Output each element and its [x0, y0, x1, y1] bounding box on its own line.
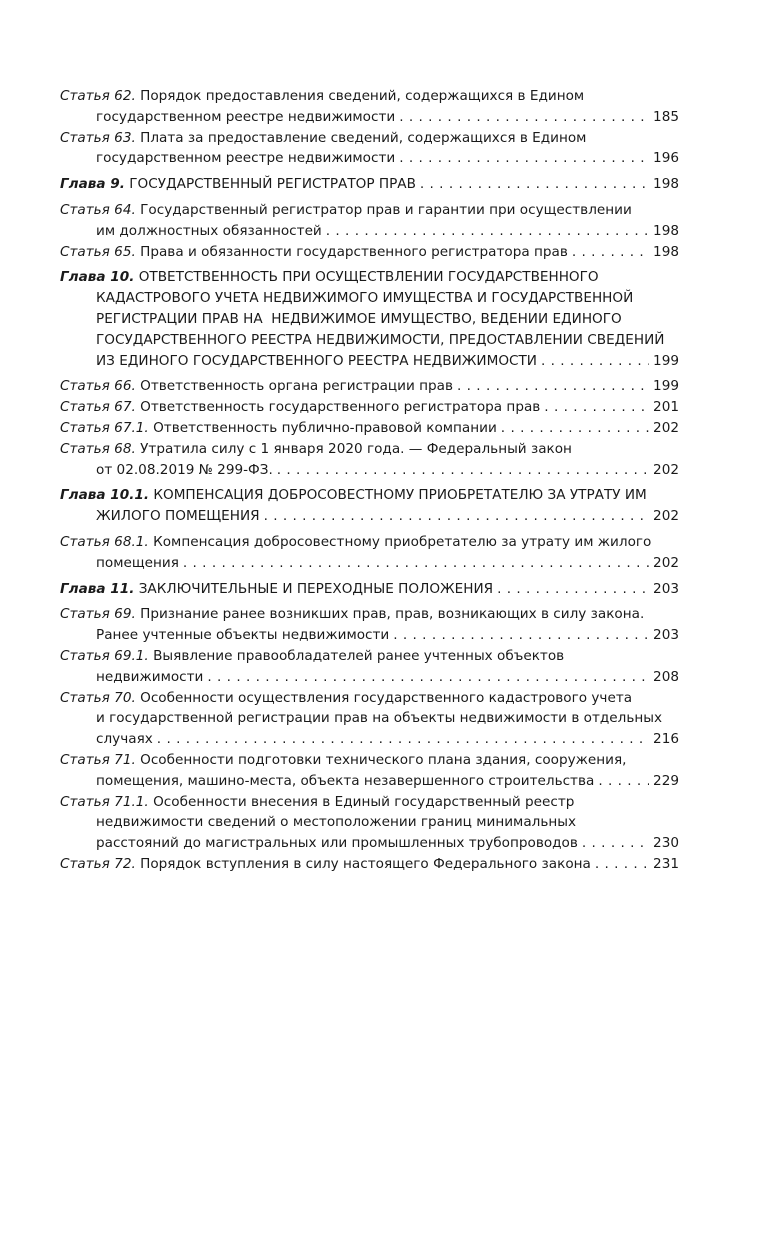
toc-entry-title: ОТВЕТСТВЕННОСТЬ ПРИ ОСУЩЕСТВЛЕНИИ ГОСУДАРСТВЕННОГО	[138, 269, 599, 286]
toc-page-number: 201	[653, 399, 679, 416]
toc-entry-label: Статья 67.1.	[60, 419, 149, 436]
dot-leader	[595, 854, 649, 875]
toc-page-number: 203	[653, 627, 679, 644]
toc-entry-line	[60, 200, 679, 221]
toc-entry-label: Статья 71.	[60, 751, 136, 768]
toc-article-entry	[60, 200, 679, 242]
toc-entry-line	[60, 532, 679, 553]
toc-page-number: 216	[653, 731, 679, 748]
toc-entry-title: недвижимости	[96, 668, 204, 685]
toc-article-entry	[60, 854, 679, 875]
toc-entry-label: Статья 71.1.	[60, 793, 149, 810]
toc-entry-title: Ответственность органа регистрации прав	[140, 378, 454, 395]
toc-entry-line	[60, 708, 679, 729]
toc-entry-title: ЗАКЛЮЧИТЕЛЬНЫЕ И ПЕРЕХОДНЫЕ ПОЛОЖЕНИЯ	[138, 580, 494, 597]
toc-page-number: 202	[653, 554, 679, 571]
toc-entry-label: Статья 62.	[60, 88, 136, 104]
toc-entry-line	[60, 174, 679, 195]
toc-entry-title: РЕГИСТРАЦИИ ПРАВ НА НЕДВИЖИМОЕ ИМУЩЕСТВО, ВЕДЕНИИ ЕДИНОГО	[96, 310, 622, 327]
toc-article-entry	[60, 688, 679, 750]
toc-entry-title: Особенности подготовки технического плана здания, сооружения,	[140, 751, 627, 768]
dot-leader	[207, 667, 649, 688]
toc-entry-title: Ранее учтенные объекты недвижимости	[96, 627, 390, 644]
toc-entry-label: Глава 10.1.	[60, 487, 150, 504]
dot-leader	[183, 553, 649, 574]
dot-leader	[582, 833, 649, 854]
toc-entry-label: Статья 67.	[60, 399, 136, 416]
toc-entry-title: расстояний до магистральных или промышленных трубопроводов	[96, 835, 578, 852]
toc-page-number: 196	[653, 150, 679, 167]
toc-entry-title: ГОСУДАРСТВЕННОГО РЕЕСТРА НЕДВИЖИМОСТИ, ПРЕДОСТАВЛЕНИИ СВЕДЕНИЙ	[96, 331, 665, 348]
toc-entry-label: Статья 64.	[60, 201, 136, 218]
toc-entry-title: Порядок вступления в силу настоящего Федерального закона	[140, 855, 591, 872]
toc-entry-line	[60, 729, 679, 750]
toc-entry-line	[60, 604, 679, 625]
toc-entry-line	[60, 242, 679, 263]
toc-page-number: 231	[653, 855, 679, 872]
toc-page-number: 203	[653, 580, 679, 597]
toc-entry-title: Утратила силу с 1 января 2020 года. — Федеральный закон	[140, 440, 572, 457]
toc-page-number: 199	[653, 352, 679, 369]
toc-page-number: 202	[653, 508, 679, 525]
toc-entry-title: Компенсация добросовестному приобретателю за утрату им жилого	[153, 533, 652, 550]
toc-entry-line	[60, 128, 679, 149]
toc-entry-line	[60, 330, 679, 351]
dot-leader	[544, 397, 649, 418]
toc-entry-title: Особенности внесения в Единый государственный реестр	[153, 793, 575, 810]
dot-leader	[264, 506, 649, 527]
toc-article-entry	[60, 376, 679, 397]
toc-entry-title: государственном реестре недвижимости	[96, 108, 396, 125]
toc-entry-line	[60, 579, 679, 600]
toc-entry-title: недвижимости сведений о местоположении границ минимальных	[96, 814, 577, 831]
toc-entry-line	[60, 667, 679, 688]
toc-entry-title: Государственный регистратор прав и гарантии при осуществлении	[140, 201, 632, 218]
dot-leader	[572, 242, 649, 263]
toc-entry-title: Выявление правообладателей ранее учтенных объектов	[153, 647, 565, 664]
dot-leader	[399, 107, 649, 128]
toc-entry-label: Статья 68.1.	[60, 533, 149, 550]
toc-page-number: 208	[653, 668, 679, 685]
toc-entry-title: ЖИЛОГО ПОМЕЩЕНИЯ	[96, 508, 260, 525]
toc-page-number: 198	[653, 243, 679, 260]
dot-leader	[497, 579, 649, 600]
toc-entry-line	[60, 148, 679, 169]
toc-entry-line	[60, 792, 679, 813]
toc-entry-label: Статья 69.	[60, 606, 136, 623]
toc-article-entry	[60, 532, 679, 574]
toc-chapter-entry	[60, 485, 679, 527]
dot-leader	[157, 729, 649, 750]
toc-page-number: 185	[653, 108, 679, 125]
toc-entry-line	[60, 288, 679, 309]
dot-leader	[501, 418, 649, 439]
toc-entry-line	[60, 833, 679, 854]
toc-entry-label: Статья 69.1.	[60, 647, 149, 664]
toc-entry-title: КАДАСТРОВОГО УЧЕТА НЕДВИЖИМОГО ИМУЩЕСТВА И ГОСУДАРСТВЕННОЙ	[96, 290, 634, 307]
toc-entry-label: Глава 10.	[60, 269, 135, 286]
toc-chapter-entry	[60, 267, 679, 371]
toc-page-number: 202	[653, 461, 679, 478]
toc-entry-title: государственном реестре недвижимости	[96, 150, 396, 167]
dot-leader	[457, 376, 649, 397]
toc-article-entry	[60, 604, 679, 646]
toc-entry-line	[60, 771, 679, 792]
toc-chapter-entry	[60, 174, 679, 195]
toc-page-number: 229	[653, 772, 679, 789]
toc-entry-line	[60, 376, 679, 397]
toc-article-entry	[60, 418, 679, 439]
toc-entry-line	[60, 418, 679, 439]
toc-entry-line	[60, 397, 679, 418]
toc-article-entry	[60, 439, 679, 481]
toc-entry-line	[60, 351, 679, 372]
toc-page-number: 230	[653, 835, 679, 852]
toc-entry-line	[60, 221, 679, 242]
toc-entry-line	[60, 553, 679, 574]
toc-entry-title: Особенности осуществления государственного кадастрового учета	[140, 689, 633, 706]
toc-entry-line	[60, 107, 679, 128]
toc-article-entry	[60, 750, 679, 792]
toc-entry-title: Ответственность государственного регистратора прав	[140, 399, 541, 416]
toc-entry-label: Статья 70.	[60, 689, 136, 706]
toc-entry-line	[60, 646, 679, 667]
toc-entry-label: Глава 11.	[60, 580, 135, 597]
dot-leader	[598, 771, 649, 792]
toc-page-number: 202	[653, 419, 679, 436]
dot-leader	[326, 221, 649, 242]
toc-entry-line	[60, 309, 679, 330]
toc-article-entry	[60, 397, 679, 418]
toc-page-number: 198	[653, 222, 679, 239]
toc-page-number: 199	[653, 378, 679, 395]
toc-article-entry	[60, 792, 679, 854]
toc-entry-label: Статья 65.	[60, 243, 136, 260]
toc-entry-line	[60, 854, 679, 875]
toc-entry-title: ИЗ ЕДИНОГО ГОСУДАРСТВЕННОГО РЕЕСТРА НЕДВИЖИМОСТИ	[96, 352, 537, 369]
toc-entry-label: Статья 72.	[60, 855, 136, 872]
table-of-contents	[60, 86, 679, 875]
dot-leader	[277, 460, 649, 481]
toc-entry-line	[60, 267, 679, 288]
toc-entry-line	[60, 485, 679, 506]
toc-chapter-entry	[60, 579, 679, 600]
toc-entry-title: КОМПЕНСАЦИЯ ДОБРОСОВЕСТНОМУ ПРИОБРЕТАТЕЛЮ ЗА УТРАТУ ИМ	[153, 487, 647, 504]
toc-entry-title: от 02.08.2019 № 299-ФЗ.	[96, 461, 273, 478]
toc-entry-title: помещения, машино-места, объекта незавершенного строительства	[96, 772, 595, 789]
toc-entry-line	[60, 688, 679, 709]
toc-entry-label: Глава 9.	[60, 176, 125, 193]
dot-leader	[541, 351, 649, 372]
toc-entry-label: Статья 66.	[60, 378, 136, 395]
toc-entry-line	[60, 750, 679, 771]
toc-article-entry	[60, 242, 679, 263]
toc-entry-title: ГОСУДАРСТВЕННЫЙ РЕГИСТРАТОР ПРАВ	[129, 176, 416, 193]
dot-leader	[399, 148, 649, 169]
toc-entry-line	[60, 460, 679, 481]
toc-entry-label: Статья 68.	[60, 440, 136, 457]
toc-entry-title: случаях	[96, 731, 153, 748]
toc-entry-title: Ответственность публично-правовой компании	[153, 419, 497, 436]
toc-entry-line	[60, 625, 679, 646]
toc-entry-line	[60, 439, 679, 460]
toc-entry-title: Порядок предоставления сведений, содержащихся в Едином	[140, 88, 585, 104]
dot-leader	[393, 625, 649, 646]
toc-page-number: 198	[653, 176, 679, 193]
dot-leader	[420, 174, 649, 195]
toc-entry-title: им должностных обязанностей	[96, 222, 322, 239]
toc-article-entry	[60, 646, 679, 688]
toc-entry-title: Признание ранее возникших прав, прав, возникающих в силу закона.	[140, 606, 645, 623]
toc-entry-line	[60, 812, 679, 833]
toc-entry-label: Статья 63.	[60, 129, 136, 146]
toc-article-entry	[60, 128, 679, 170]
toc-entry-title: Права и обязанности государственного регистратора прав	[140, 243, 568, 260]
toc-article-entry	[60, 86, 679, 128]
toc-entry-line	[60, 86, 679, 107]
toc-entry-title: и государственной регистрации прав на объекты недвижимости в отдельных	[96, 710, 663, 727]
toc-entry-line	[60, 506, 679, 527]
toc-entry-title: помещения	[96, 554, 179, 571]
toc-entry-title: Плата за предоставление сведений, содержащихся в Едином	[140, 129, 587, 146]
